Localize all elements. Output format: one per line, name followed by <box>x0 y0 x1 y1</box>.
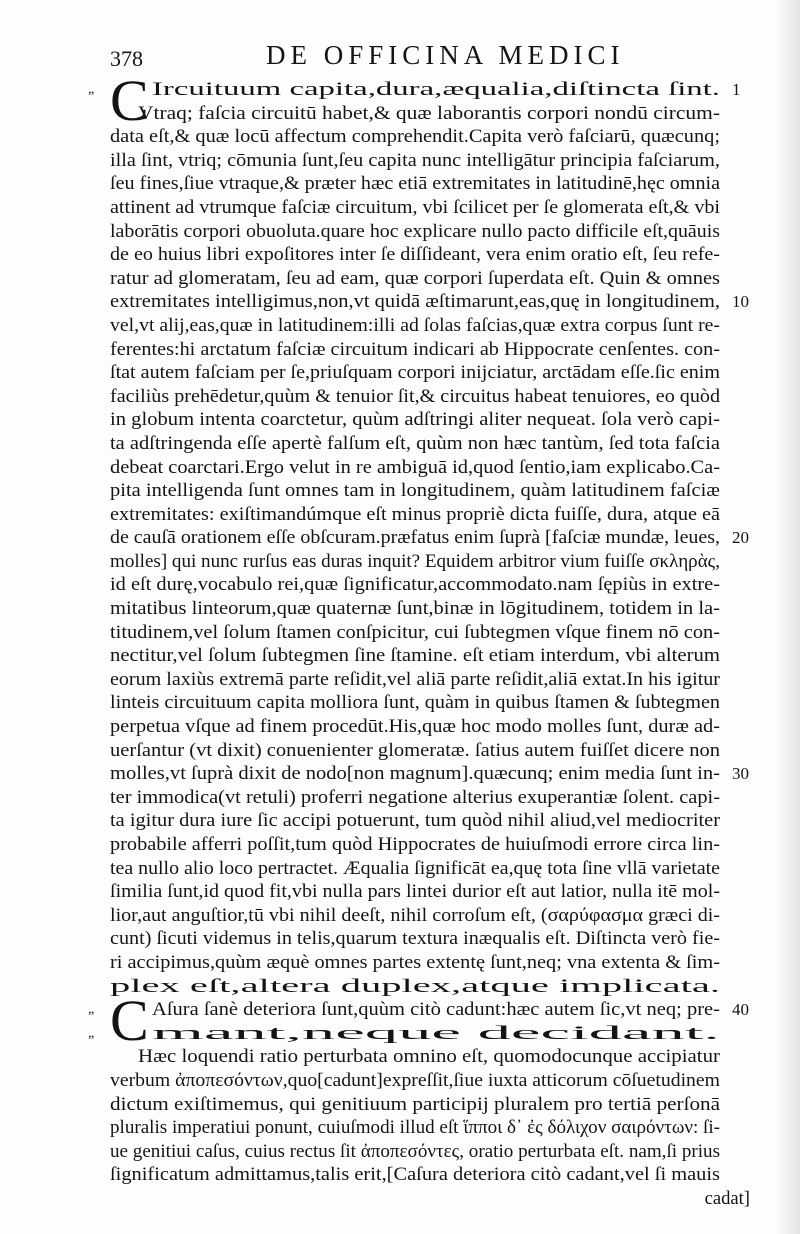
lemma-text: Aſura ſanè deteriora ſunt,quùm citò cadunt:hæc autem ſic,vt neq; pre- <box>152 999 720 1021</box>
text-line: ſeu fines,ſiue vtraque,& præter hæc etiā extremitates in latitudinē,hęc omnia <box>110 173 720 195</box>
text-line: Hæc loquendi ratio perturbata omnino eſt, quomodocunque accipiatur <box>138 1046 720 1068</box>
text-line: illa ſint, vtriq; cōmunia ſunt,ſeu capita nunc intelligātur principia faſciarum, <box>110 149 720 171</box>
text-line: faciliùs prehēdetur,quùm & tenuior ſit,& circuitus habeat tenuiores, eo quòd <box>110 385 720 407</box>
text-line: de eo huius libri expoſitores inter ſe diſſideant, vera enim oratio eſt, ſeu refe- <box>110 244 720 266</box>
text-line: ta adſtringenda eſſe apertè falſum eſt, quùm non hæc tantùm, ſed tota faſcia <box>110 432 720 454</box>
text-line: molles,vt ſuprà dixit de nodo[non magnum].quæcunq; enim media ſunt in- 30 <box>110 763 749 785</box>
page-header <box>110 40 750 74</box>
dropcap: C <box>110 68 149 133</box>
line-number: 10 <box>732 292 749 312</box>
text-line: probabile afferri poſſit,tum quòd Hippocrates de huiuſmodi errore circa lin- <box>110 834 720 855</box>
text-line: data eſt,& quæ locū affectum comprehendit.Capita verò faſciarū, quæcunq; <box>110 126 720 148</box>
text-line: extremitates: exiſtimandúmque eſt minus propriè dicta fuiſſe, dura, atque eā <box>110 503 720 525</box>
text-line: ſtat autem faſciam per ſe,priuſquam corpori inijciatur, arctādam eſſe.ſic enim <box>110 362 720 384</box>
text-line: de cauſā orationem eſſe obſcuram.præfatus enim ſuprà [faſciæ mundæ, leues, 20 <box>110 527 749 549</box>
text-line: vel,vt alij,eas,quæ in latitudinem:illi ad ſolas faſcias,quæ extra corpus ſunt re- <box>110 314 720 336</box>
text-line: id eſt durę,vocabulo rei,quæ ſignificatur,accommodato.nam ſępiùs in extre- <box>110 574 720 596</box>
dropcap: C <box>110 988 149 1054</box>
text-line: ue genitiui caſus, cuius rectus ſit ἀποπεσόντες, oratio perturbata eſt. nam,ſi prius <box>110 1140 720 1162</box>
line-number: 20 <box>732 528 749 548</box>
line-number: 30 <box>732 764 749 784</box>
lemma-line <box>88 1022 750 1046</box>
text-line: molles] qui nunc rurſus eas duras inquit? Equidem arbitror vium fuiſſe σκληρὰς, <box>110 550 721 572</box>
text-line: perpetua vſque ad finem procedūt.His,quæ hoc modo molles ſunt, duræ ad- <box>110 716 720 738</box>
text-line: ſignificatum admittamus,talis erit,[Caſura deteriora citò cadant,vel ſi mauis <box>110 1164 720 1186</box>
text-line: titudinem,vel ſolum ſtamen conſpicitur, cui ſubtegmen vſque finem nō con- <box>110 621 720 643</box>
text-line: uerſantur (vt dixit) conuenienter glomeratæ. ſatius autem fuiſſet dicere non <box>110 739 720 761</box>
page-edge-shadow <box>774 0 800 1234</box>
text-line: Vtraq; faſcia circuitū habet,& quæ laborantis corpori nondū circum- <box>138 102 720 124</box>
text-line: dictum exiſtimemus, qui genitiuum participij pluralem pro tertiā perſonā <box>110 1093 720 1115</box>
text-block <box>88 68 750 1211</box>
text-line: linteis circuituum capita molliora ſunt, quàm in quibus ſtamen & ſubtegmen <box>110 692 720 714</box>
text-line: ſimilia ſunt,id quod fit,vbi nulla pars lintei durior eſt aut latior, nulla itē mol- <box>110 881 720 903</box>
quote-marker: „ <box>88 1025 95 1041</box>
text-line: in globum intenta coarctetur, quùm adſtringi aliter nequeat. ſola verò capi- <box>110 409 720 431</box>
text-line: pita intelligenda ſunt omnes tam in longitudinem, quàm latitudinem faſciæ <box>110 480 720 502</box>
text-line: extremitates intelligimus,non,vt quidā æſtimarunt,eas,quę in longitudinem, 10 <box>110 291 749 313</box>
text-line: verbum ἀποπεσόντων,quo[cadunt]expreſſit,ſiue iuxta atticorum cōſuetudinem <box>110 1069 720 1091</box>
text-line: plex eſt,altera duplex,atque implicata. <box>110 975 720 997</box>
lemma-text: Ircuituum capita,dura,æqualia,diſtincta ſint. <box>152 79 720 100</box>
text-line: ta igitur dura iure ſic accipi potuerunt, tum quòd nihil aliud,vel mediocriter <box>110 810 720 832</box>
running-title: DE OFFICINA MEDICI <box>266 40 625 70</box>
text-line: ratur ad glomeratam, ſeu ad eam, quæ corpori ſuperdata eſt. Quin & omnes <box>110 267 720 289</box>
text-line: pluralis imperatiui ponunt, cuiuſmodi illud eſt ἵπποι δ᾽ ἐς δόλιχον σαιρόντων: ſi- <box>110 1117 720 1139</box>
text-line: tea nullo alio loco pertractet. Æqualia ſignificāt ea,quę tota ſine vllā varietate <box>110 857 720 879</box>
text-line: ri accipimus,quùm æquè omnes partes extentę ſunt,neq; vna extenta & ſim- <box>110 951 720 973</box>
page-number: 378 <box>110 46 143 71</box>
quote-marker: „ <box>88 1002 95 1018</box>
text-line: debeat coarctari.Ergo velut in re ambiguā id,quod ſentio,iam explicabo.Ca- <box>110 456 720 478</box>
text-line: laborātis corpori obuoluta.quare hoc explicare nullo pacto difficile eſt,quāuis <box>110 220 720 242</box>
line-number: 1 <box>732 80 741 99</box>
quote-marker: „ <box>88 82 95 97</box>
text-line: ter immodica(vt retuli) proferri negatione alterius exuperantiæ ſolent. capi- <box>110 786 720 808</box>
text-line: cunt) ſicuti videmus in telis,quarum textura inæqualis eſt. Diſtincta verò fie- <box>110 928 720 950</box>
text-line: lior,aut anguſtior,tū vbi nihil deeſt, nihil corroſum eſt, (σαρύφασμα græci di- <box>110 904 720 926</box>
lemma-text: mant,neque decidant. <box>152 1022 720 1044</box>
text-line: eorum laxiùs extremā parte reſidit,vel aliā parte reſidit,aliā extat.In his igitur <box>110 668 720 690</box>
text-line: attinent ad vtrumque faſciæ circuitum, vbi ſcilicet per ſe glomerata eſt,& vbi <box>110 196 720 218</box>
text-line: mitatibus linteorum,quæ quaternæ ſunt,binæ in lōgitudinem, totidem in la- <box>110 598 720 620</box>
text-line: cadat] <box>704 1187 750 1209</box>
line-number: 40 <box>732 1000 749 1020</box>
text-line: ferentes:hi arctatum faſciæ circuitum indicari ab Hippocrate cenſentes. con- <box>110 338 720 360</box>
text-line: nectitur,vel ſolum ſubtegmen ſine ſtamine. eſt etiam interdum, vbi alterum <box>110 645 720 667</box>
